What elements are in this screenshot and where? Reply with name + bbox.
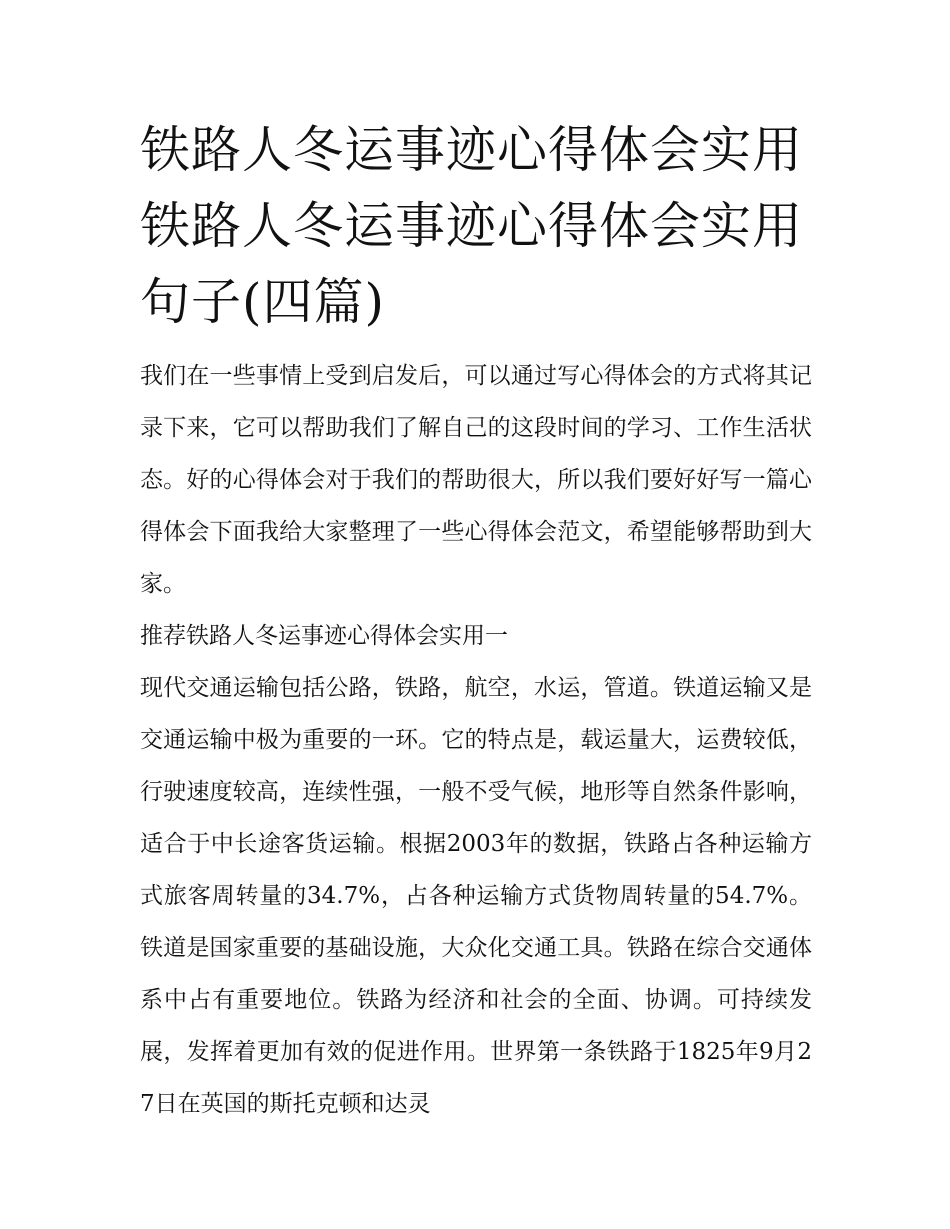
document-title: 铁路人冬运事迹心得体会实用铁路人冬运事迹心得体会实用句子(四篇): [140, 121, 803, 331]
section-heading: 推荐铁路人冬运事迹心得体会实用一: [140, 623, 508, 649]
body-paragraph: 现代交通运输包括公路，铁路，航空，水运，管道。铁道运输又是交通运输中极为重要的一环。它的特点是，载运量大，运费较低，行驶速度较高，连续性强，一般不受气候，地形等自然条件影响，适合于中长途客货运输。根据2003年的数据，铁路占各种运输方式旅客周转量的34.7%，占各种运输方式货物周转量的54.7%。铁道是国家重要的基础设施，大众化交通工具。铁路在综合交通体系中占有重要地位。铁路为经济和社会的全面、协调。可持续发展，发挥着更加有效的促进作用。世界第一条铁路于1825年9月27日在英国的斯托克顿和达灵: [140, 675, 812, 1117]
intro-paragraph: 我们在一些事情上受到启发后，可以通过写心得体会的方式将其记录下来，它可以帮助我们了解自己的这段时间的学习、工作生活状态。好的心得体会对于我们的帮助很大，所以我们要好好写一篇心得体会下面我给大家整理了一些心得体会范文，希望能够帮助到大家。: [140, 363, 812, 597]
document-content: [140, 112, 812, 1130]
